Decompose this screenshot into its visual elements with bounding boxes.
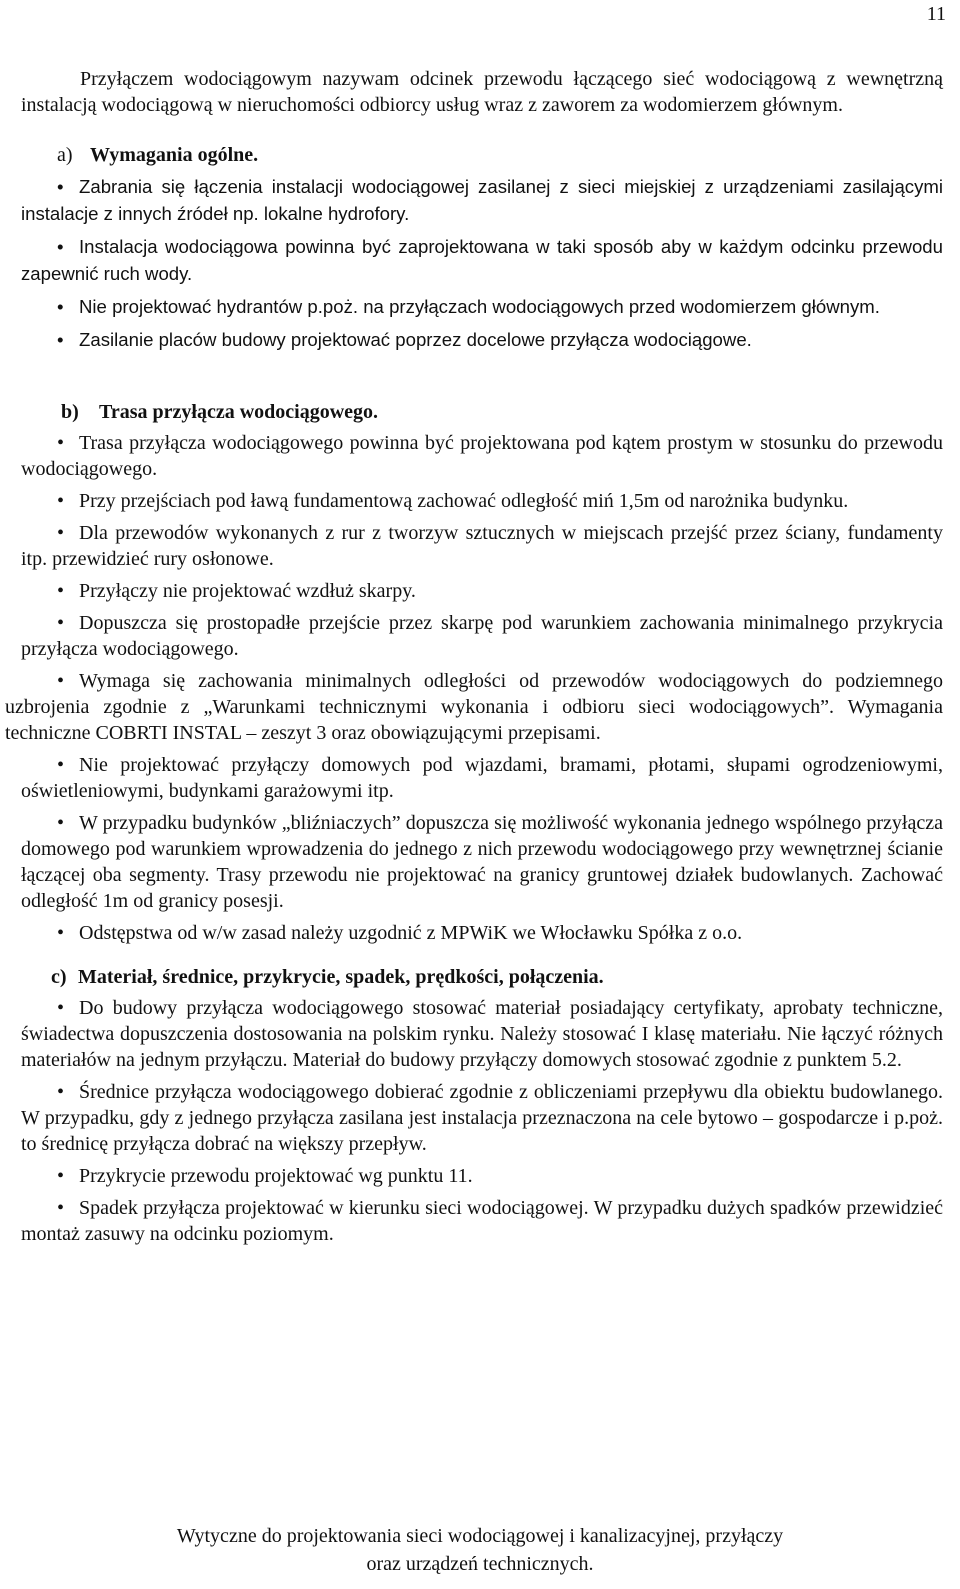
- list-item: • Dla przewodów wykonanych z rur z tworzyw sztucznych w miejscach przejść przez ściany, fundamenty itp. przewidzieć rury osłonowe.: [21, 522, 943, 570]
- bullet-icon: •: [57, 754, 65, 776]
- bullet-icon: •: [57, 296, 64, 317]
- section-b-label: b): [61, 401, 79, 423]
- bullet-icon: •: [57, 490, 65, 512]
- list-item: • Zabrania się łączenia instalacji wodociągowej zasilanej z sieci miejskiej z urządzeniami zasilającymi instalacje z innych źródeł np. lokalne hydrofory.: [21, 173, 943, 227]
- bullet-icon: •: [57, 1081, 65, 1103]
- bullet-icon: •: [57, 922, 65, 944]
- bullet-icon: •: [57, 329, 64, 350]
- section-b-list: [5, 430, 943, 946]
- section-a-heading: [21, 142, 943, 168]
- list-item: • Średnice przyłącza wodociągowego dobierać zgodnie z obliczeniami przepływu dla obiektu budowlanego. W przypadku, gdy z jednego przyłącza zasilana jest instalacja przeznaczona na cele bytowo – gospodarcze i p.poż. to średnicę przyłącza dobrać na większy przepływ.: [21, 1081, 943, 1155]
- section-c-list: [21, 995, 943, 1247]
- list-item: • Wymaga się zachowania minimalnych odległości od przewodów wodociągowych do podziemnego uzbrojenia zgodnie z „Warunkami technicznymi wykonania i odbioru sieci wodociągowych”. Wymagania techniczne COBRTI INSTAL – zeszyt 3 oraz obowiązującymi przepisami.: [5, 670, 943, 744]
- list-item: • Dopuszcza się prostopadłe przejście przez skarpę pod warunkiem zachowania minimalnego przykrycia przyłącza wodociągowego.: [21, 612, 943, 660]
- document-body: [5, 66, 943, 1247]
- bullet-icon: •: [57, 580, 65, 602]
- list-item: • Zasilanie placów budowy projektować poprzez docelowe przyłącza wodociągowe.: [21, 326, 943, 353]
- bullet-icon: •: [57, 522, 65, 544]
- section-c-title: Materiał, średnice, przykrycie, spadek, prędkości, połączenia.: [78, 966, 604, 988]
- bullet-icon: •: [57, 236, 64, 257]
- page-number: 11: [926, 3, 946, 25]
- list-item: • Nie projektować przyłączy domowych pod wjazdami, bramami, płotami, słupami ogrodzeniowymi, oświetleniowymi, budynkami garażowymi itp.: [21, 754, 943, 802]
- bullet-icon: •: [57, 176, 64, 197]
- bullet-icon: •: [57, 997, 65, 1019]
- list-item: • Instalacja wodociągowa powinna być zaprojektowana w taki sposób aby w każdym odcinku przewodu zapewnić ruch wody.: [21, 233, 943, 287]
- list-item: • Nie projektować hydrantów p.poż. na przyłączach wodociągowych przed wodomierzem głównym.: [21, 293, 943, 320]
- intro-paragraph: Przyłączem wodociągowym nazywam odcinek przewodu łączącego sieć wodociągową z wewnętrzną instalacją wodociągową w nieruchomości odbiorcy usług wraz z zaworem za wodomierzem głównym.: [21, 68, 943, 116]
- list-item: • Odstępstwa od w/w zasad należy uzgodnić z MPWiK we Włocławku Spółka z o.o.: [57, 922, 743, 944]
- list-item: • Przyłączy nie projektować wzdłuż skarpy.: [57, 580, 416, 602]
- list-item: • Przy przejściach pod ławą fundamentową zachować odległość miń 1,5m od narożnika budynku.: [57, 490, 849, 512]
- footer-line-1: Wytyczne do projektowania sieci wodociągowej i kanalizacyjnej, przyłączy: [176, 1525, 784, 1547]
- list-item: • Trasa przyłącza wodociągowego powinna być projektowana pod kątem prostym w stosunku do przewodu wodociągowego.: [21, 432, 943, 480]
- list-item: • Do budowy przyłącza wodociągowego stosować materiał posiadający certyfikaty, aprobaty techniczne, świadectwa dopuszczenia dostosowania na polskim rynku. Należy stosować I klasę materiału. Nie łączyć różnych materiałów na jednym przyłączu. Materiał do budowy przyłączy domowych stosować zgodnie z punktem 5.2.: [21, 997, 943, 1071]
- bullet-icon: •: [57, 670, 65, 692]
- section-a-list: [21, 173, 943, 353]
- list-item: • Spadek przyłącza projektować w kierunku sieci wodociągowej. W przypadku dużych spadków przewidzieć montaż zasuwy na odcinku poziomym.: [21, 1197, 943, 1245]
- list-item: • W przypadku budynków „bliźniaczych” dopuszcza się możliwość wykonania jednego wspólnego przyłącza domowego pod warunkiem wprowadzenia do jednego z nich przewodu wodociągowego przy wewnętrznej ścianie łączącej oba segmenty. Trasy przewodu nie projektować na granicy gruntowej działek budowlanych. Zachować odległość 1m od granicy posesji.: [21, 812, 943, 912]
- bullet-icon: •: [57, 612, 65, 634]
- list-item: • Przykrycie przewodu projektować wg punktu 11.: [57, 1165, 473, 1187]
- section-b-title: Trasa przyłącza wodociągowego.: [99, 401, 379, 423]
- section-c-heading: [21, 964, 943, 990]
- bullet-icon: •: [57, 812, 65, 834]
- section-b-heading: [21, 399, 943, 425]
- bullet-icon: •: [57, 432, 65, 454]
- bullet-icon: •: [57, 1197, 65, 1219]
- section-a-title: Wymagania ogólne.: [90, 144, 259, 166]
- section-c-label: c): [51, 966, 67, 988]
- section-a-label: a): [57, 144, 73, 166]
- footer-line-2: oraz urządzeń technicznych.: [366, 1553, 594, 1575]
- page-footer: [0, 1522, 960, 1578]
- bullet-icon: •: [57, 1165, 65, 1187]
